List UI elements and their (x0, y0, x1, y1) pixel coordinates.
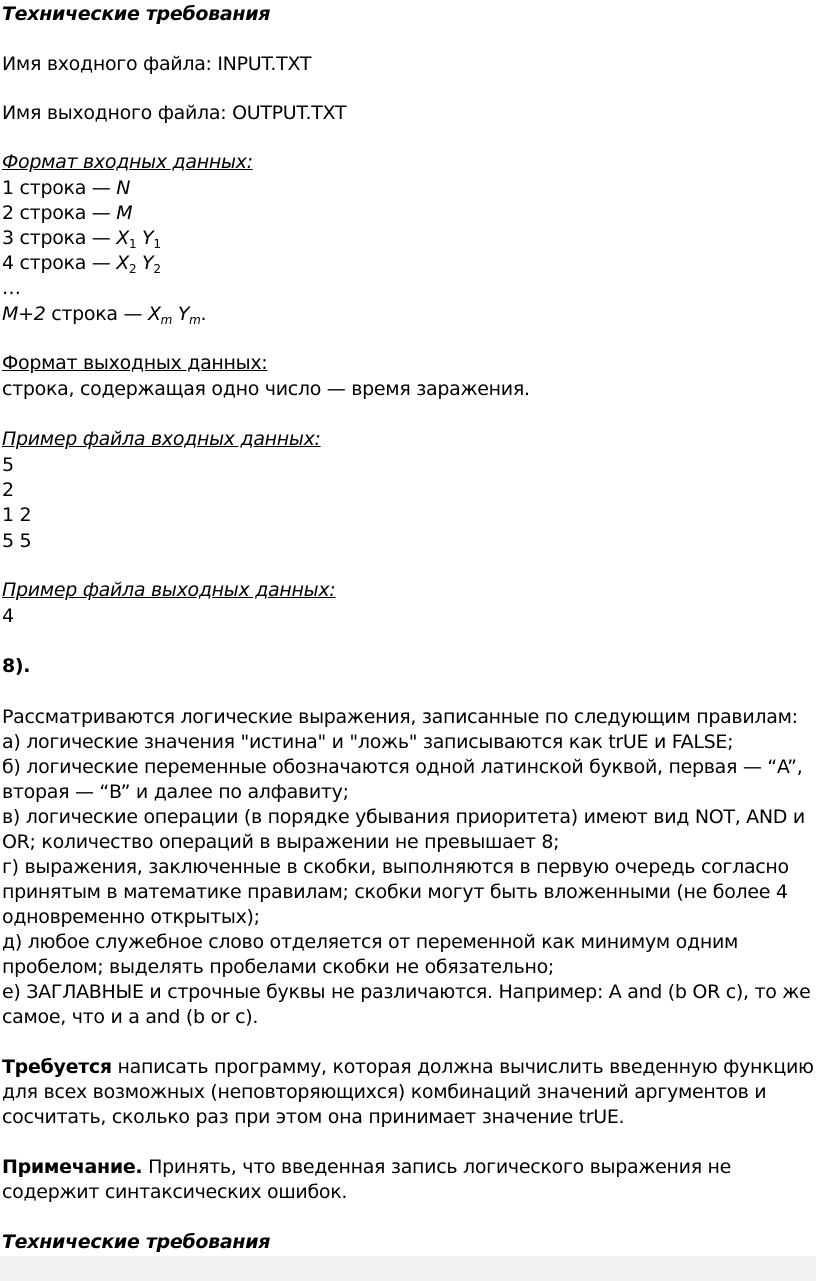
input-format-line-2 (2, 201, 132, 226)
sample-input-line: 5 5 (2, 530, 32, 552)
rules-line: принятым в математике правилам; скобки могут быть вложенными (не более 4 (2, 881, 788, 903)
rules-line: а) логические значения "истина" и "ложь" записываются как trUE и FALSE; (2, 731, 734, 753)
input-file-name: Имя входного файла: INPUT.TXT (2, 53, 312, 75)
required-line-3: сосчитать, сколько раз при этом она принимает значение trUE. (2, 1106, 625, 1128)
input-format-ellipsis: … (2, 277, 21, 299)
rules-line: б) логические переменные обозначаются одной латинской буквой, первая — “A”, (2, 756, 803, 778)
output-file-name: Имя выходного файла: OUTPUT.TXT (2, 102, 347, 124)
input-format-line-1 (2, 176, 130, 201)
sample-output-title: Пример файла выходных данных: (2, 579, 336, 601)
sample-input-title: Пример файла входных данных: (2, 428, 321, 450)
rules-line: самое, что и a and (b or c). (2, 1006, 259, 1028)
line-3-y: Y (142, 227, 154, 249)
input-format-last-line (2, 302, 206, 333)
line-3-prefix: 3 строка — (2, 227, 117, 249)
line-4-x-sub: 2 (128, 262, 137, 276)
input-format-title: Формат входных данных: (2, 151, 253, 173)
section-heading-bottom: Технические требования (2, 1231, 271, 1253)
rules-line: Рассматриваются логические выражения, записанные по следующим правилам: (2, 706, 798, 728)
rules-line: вторая — “B” и далее по алфавиту; (2, 781, 349, 803)
rules-line: пробелом; выделять пробелами скобки не обязательно; (2, 956, 555, 978)
line-4-y-sub: 2 (153, 262, 161, 276)
sample-input-line: 5 (2, 454, 14, 476)
rules-line: OR; количество операций в выражении не превышает 8; (2, 831, 560, 853)
line-1-prefix: 1 строка — (2, 177, 117, 199)
section-heading-top: Технические требования (2, 3, 271, 25)
line-3-x-sub: 1 (128, 237, 137, 251)
rules-line: д) любое служебное слово отделяется от переменной как минимум одним (2, 931, 739, 953)
rules-line: г) выражения, заключенные в скобки, выполняются в первую очередь согласно (2, 856, 789, 878)
required-line-1-rest: написать программу, которая должна вычислить введенную функцию (111, 1056, 814, 1078)
line-4-prefix: 4 строка — (2, 252, 117, 274)
sample-input-line: 2 (2, 479, 14, 501)
required-line-2: для всех возможных (неповторяющихся) комбинаций значений аргументов и (2, 1081, 767, 1103)
output-format-title: Формат выходных данных: (2, 352, 268, 374)
last-line-x-sub: m (160, 313, 173, 327)
required-label: Требуется (2, 1056, 112, 1078)
note-line-2: содержит синтаксических ошибок. (2, 1181, 348, 1203)
rules-line: одновременно открытых); (2, 906, 260, 928)
required-line-1 (2, 1055, 814, 1080)
bottom-gray-strip (0, 1256, 816, 1281)
line-4-y: Y (142, 252, 154, 274)
last-line-mid: строка — (45, 303, 148, 325)
rules-line: е) ЗАГЛАВНЫЕ и строчные буквы не различаются. Например: A and (b OR c), то же (2, 981, 811, 1003)
line-3-x: X (116, 227, 129, 249)
line-2-var: M (116, 202, 133, 224)
note-line-1 (2, 1155, 731, 1180)
note-label: Примечание. (2, 1156, 143, 1178)
rules-line: в) логические операции (в порядке убывания приоритета) имеют вид NOT, AND и (2, 806, 805, 828)
last-line-prefix: M+2 (2, 303, 46, 325)
last-line-y: Y (177, 303, 190, 325)
task-number: 8). (2, 655, 31, 677)
line-1-var: N (116, 177, 131, 199)
line-3-y-sub: 1 (153, 237, 161, 251)
last-line-y-sub: m (189, 313, 201, 327)
line-2-prefix: 2 строка — (2, 202, 117, 224)
sample-input-line: 1 2 (2, 504, 32, 526)
last-line-end: . (200, 303, 207, 325)
input-format-line-4 (2, 251, 161, 282)
last-line-x: X (147, 303, 161, 325)
line-4-x: X (116, 252, 129, 274)
output-format-text: строка, содержащая одно число — время заражения. (2, 378, 530, 400)
sample-output-line: 4 (2, 605, 14, 627)
note-line-1-rest: Принять, что введенная запись логического выражения не (142, 1156, 732, 1178)
